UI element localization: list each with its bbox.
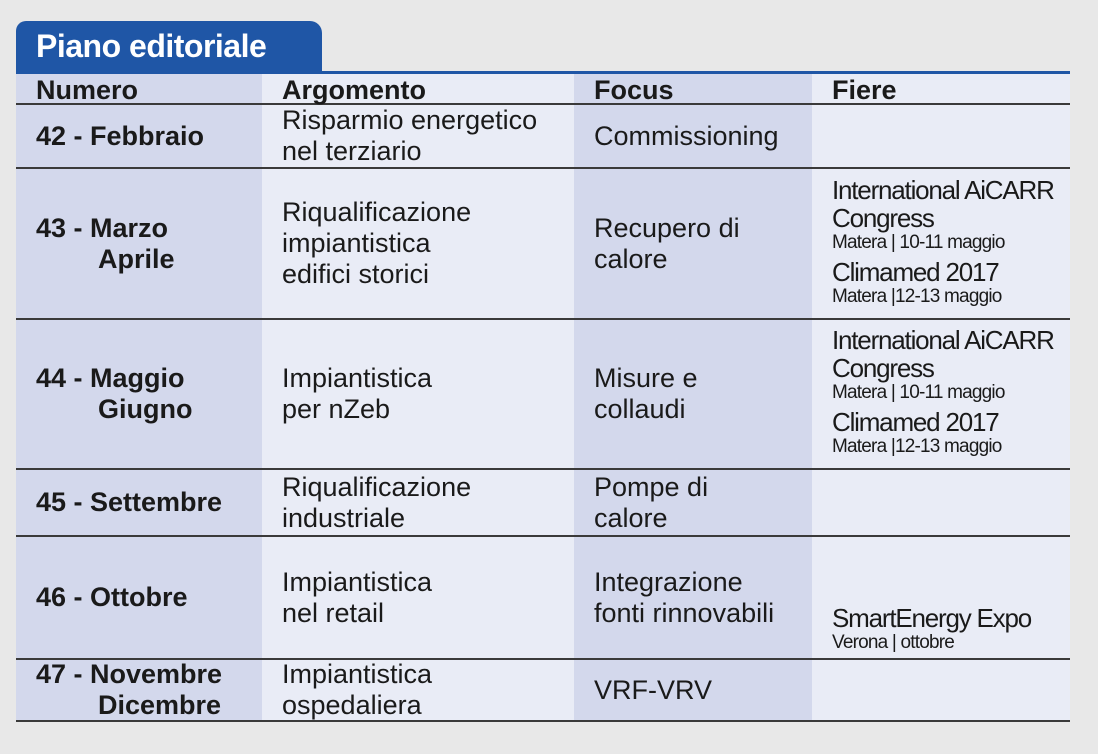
cell-focus xyxy=(594,537,812,658)
cell-fiere xyxy=(832,660,1070,720)
numero-line: 45 - Settembre xyxy=(36,487,223,517)
focus-line: Integrazione xyxy=(594,566,743,597)
fair-name: Congress xyxy=(832,353,934,383)
numero-line: Aprile xyxy=(98,243,175,274)
numero-line: Dicembre xyxy=(98,690,222,720)
numero-line: 46 - Ottobre xyxy=(36,582,188,612)
fair-place-date: Verona | ottobre xyxy=(832,632,955,653)
cell-argomento xyxy=(282,320,574,468)
fair-name: International AiCARR xyxy=(832,174,1054,205)
focus-line: fonti rinnovabili xyxy=(594,597,775,628)
focus-line: Misure e xyxy=(594,363,698,393)
fair-place-date: Matera |12-13 maggio xyxy=(832,285,1002,307)
cell-numero xyxy=(36,660,262,720)
argomento-line: edifici storici xyxy=(282,259,430,289)
cell-argomento xyxy=(282,660,574,720)
cell-numero xyxy=(36,105,262,167)
fair-place-date: Matera | 10-11 maggio xyxy=(832,231,1005,253)
cell-numero xyxy=(36,169,262,318)
argomento-line: nel retail xyxy=(282,597,385,628)
fair-place-date: Matera |12-13 maggio xyxy=(832,436,1002,457)
table-row xyxy=(16,470,1070,537)
focus-line: Pompe di xyxy=(594,471,709,502)
argomento-line: nel terziario xyxy=(282,136,422,166)
argomento-line: ospedaliera xyxy=(282,690,422,720)
header-numero: Numero xyxy=(36,75,139,105)
cell-argomento xyxy=(282,105,574,167)
argomento-line: Riqualificazione xyxy=(282,471,472,502)
cell-numero xyxy=(36,537,262,658)
fair-name: SmartEnergy Expo xyxy=(832,603,1032,633)
numero-line: 43 - Marzo xyxy=(36,212,169,243)
focus-line: Commissioning xyxy=(594,120,779,151)
header-fiere: Fiere xyxy=(832,75,897,105)
fair-place-date: Matera | 10-11 maggio xyxy=(832,382,1005,403)
cell-argomento xyxy=(282,537,574,658)
focus-line: Recupero di xyxy=(594,212,740,243)
fair-name: Climamed 2017 xyxy=(832,256,999,287)
numero-line: Giugno xyxy=(98,394,193,424)
argomento-line: Impiantistica xyxy=(282,566,433,597)
focus-line: calore xyxy=(594,502,668,533)
table-row xyxy=(16,105,1070,169)
cell-focus xyxy=(594,320,812,468)
cell-focus xyxy=(594,105,812,167)
argomento-line: Riqualificazione xyxy=(282,197,472,227)
argomento-line: per nZeb xyxy=(282,394,391,424)
cell-focus xyxy=(594,660,812,720)
table-row xyxy=(16,320,1070,470)
cell-numero xyxy=(36,320,262,468)
cell-fiere xyxy=(832,320,1070,468)
table-row xyxy=(16,660,1070,722)
focus-line: collaudi xyxy=(594,394,686,424)
focus-line: VRF-VRV xyxy=(594,674,713,705)
table-row xyxy=(16,169,1070,320)
cell-fiere xyxy=(832,105,1070,167)
cell-argomento xyxy=(282,470,574,535)
numero-line: 42 - Febbraio xyxy=(36,120,205,151)
cell-fiere xyxy=(832,470,1070,535)
numero-line: 47 - Novembre xyxy=(36,659,223,689)
argomento-line: impiantistica xyxy=(282,228,431,258)
cell-numero xyxy=(36,470,262,535)
argomento-line: Impiantistica xyxy=(282,659,433,689)
page-title: Piano editoriale xyxy=(16,21,322,71)
numero-line: 44 - Maggio xyxy=(36,363,185,393)
table-header xyxy=(16,74,1070,105)
cell-fiere xyxy=(832,537,1070,658)
header-focus: Focus xyxy=(594,75,674,105)
header-argomento: Argomento xyxy=(282,75,426,105)
fair-name: Climamed 2017 xyxy=(832,407,999,437)
argomento-line: Impiantistica xyxy=(282,363,433,393)
fair-name: International AiCARR xyxy=(832,325,1054,355)
cell-focus xyxy=(594,470,812,535)
fair-name: Congress xyxy=(832,202,934,233)
argomento-line: industriale xyxy=(282,502,406,533)
cell-argomento xyxy=(282,169,574,318)
table-row xyxy=(16,537,1070,660)
argomento-line: Risparmio energetico xyxy=(282,105,538,135)
focus-line: calore xyxy=(594,243,668,274)
cell-focus xyxy=(594,169,812,318)
cell-fiere xyxy=(832,169,1070,318)
